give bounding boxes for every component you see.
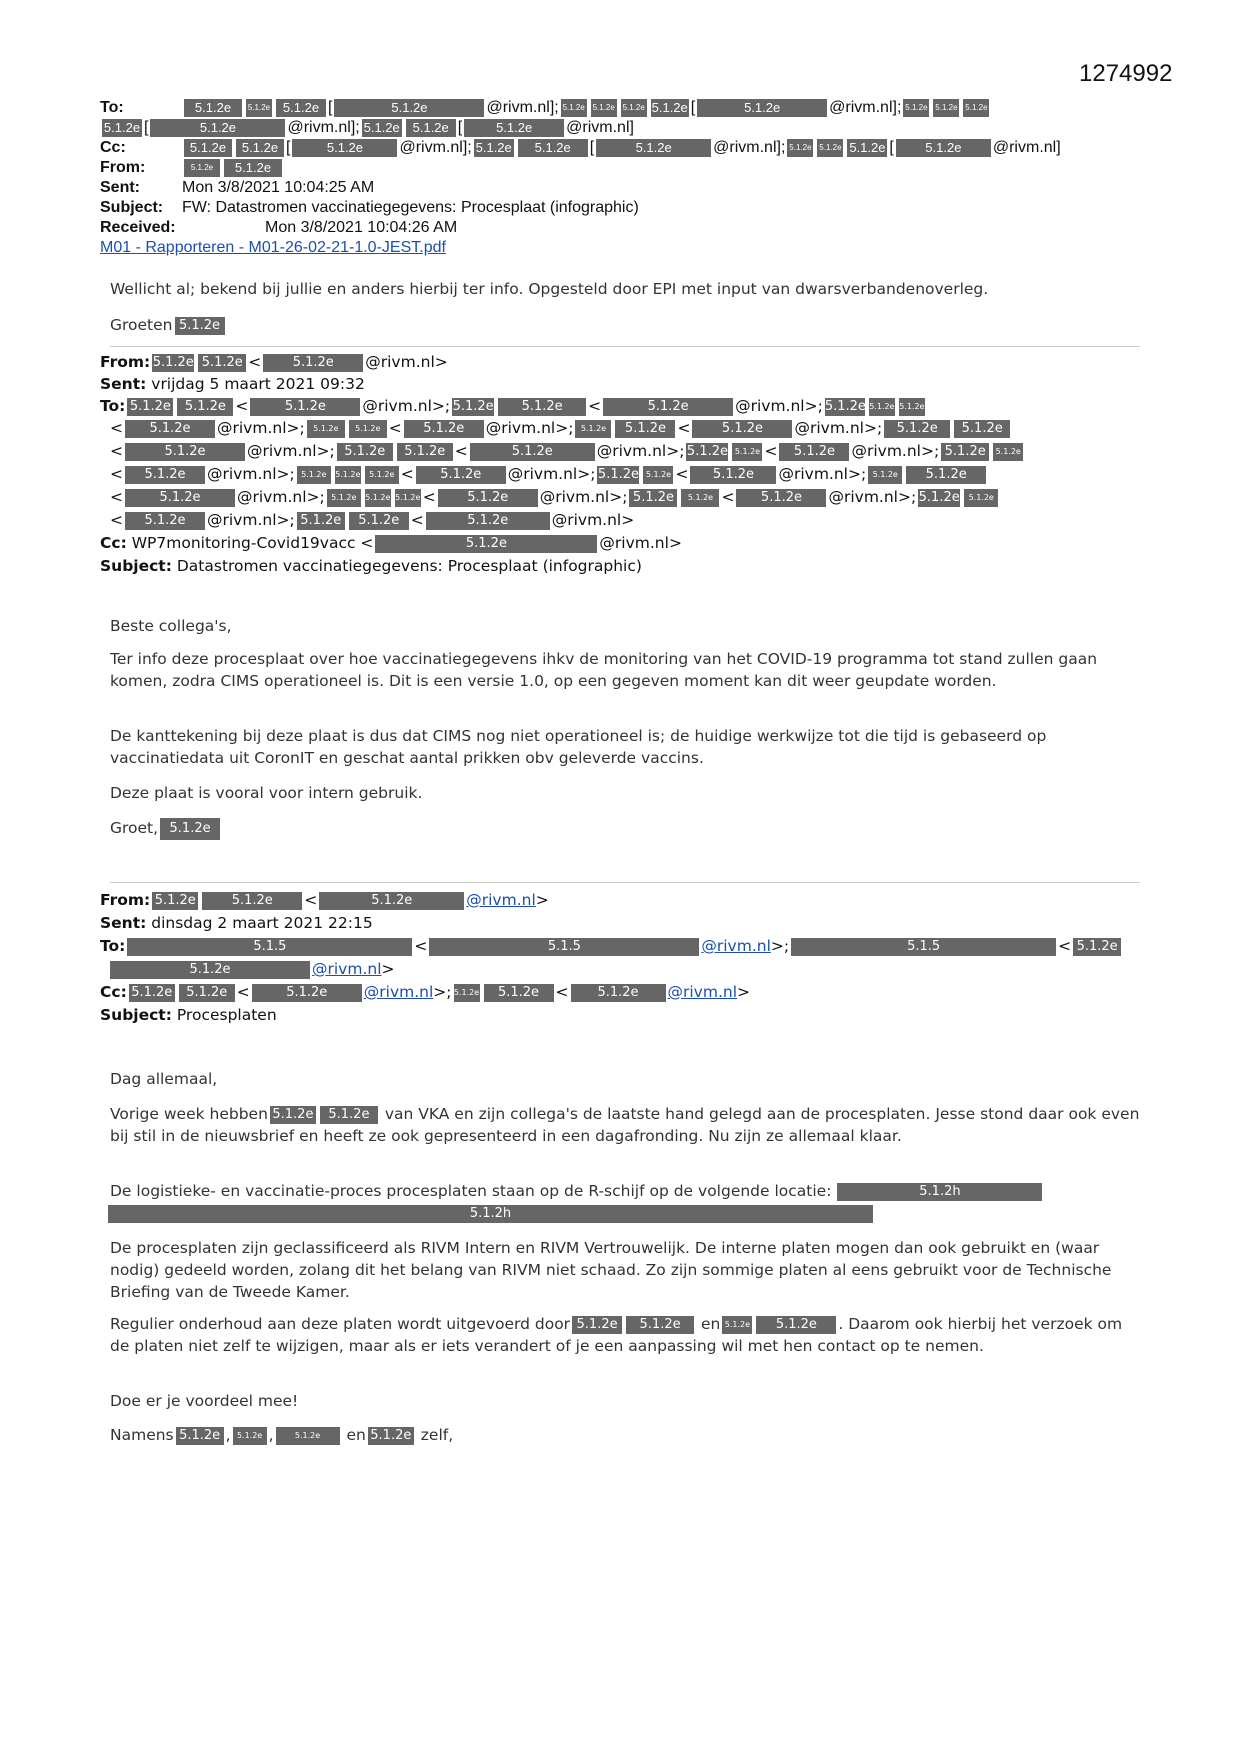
cc-text: WP7monitoring-Covid19vacc < — [131, 534, 374, 552]
redaction: 5.1.2e — [334, 99, 484, 117]
fw2-from-line: From: 5.1.2e 5.1.2e < 5.1.2e @rivm.nl> — [100, 891, 549, 909]
redaction: 5.1.2e — [643, 466, 673, 484]
subject-value: FW: Datastromen vaccinatiegegevens: Procesplaat (infographic) — [182, 199, 639, 216]
redaction: 5.1.2e — [575, 420, 611, 438]
to-label: To: — [100, 937, 126, 955]
redaction: 5.1.2e — [125, 512, 205, 530]
email-domain: @rivm.nl — [485, 419, 556, 437]
outer-subject-line — [100, 198, 639, 218]
redaction: 5.1.2e — [263, 354, 363, 372]
redaction: 5.1.2e — [177, 398, 233, 416]
redaction: 5.1.2e — [690, 466, 776, 484]
redaction: 5.1.2e — [337, 443, 393, 461]
from-label: From: — [100, 159, 146, 176]
redaction: 5.1.2e — [824, 398, 866, 414]
fw2-subject-line — [100, 1005, 277, 1025]
redaction: 5.1.2e — [722, 1316, 752, 1334]
fw2-p5: Doe er je voordeel mee! — [110, 1392, 299, 1410]
redaction: 5.1.2e — [416, 466, 506, 484]
redaction: 5.1.2e — [297, 512, 345, 530]
redaction: 5.1.2e — [276, 1427, 340, 1445]
redaction: 5.1.2e — [176, 1427, 224, 1445]
redaction: 5.1.2e — [849, 139, 886, 155]
text: en — [701, 1315, 721, 1333]
redaction: 5.1.2e — [884, 420, 950, 438]
text: stond daar ook even bij stil in de nieuwsbrief en heeft ze ook gepresenteerd in een dagafronding. Nu zijn ze allemaal klaar. — [110, 1105, 1140, 1145]
text: De logistieke- en vaccinatie-proces procesplaten staan op de R-schijf op de volgende locatie: — [110, 1182, 832, 1200]
redaction: 5.1.2e — [615, 420, 675, 438]
redaction: 5.1.2e — [591, 99, 617, 117]
fw1-salutation: Beste collega's, — [110, 617, 232, 635]
redaction: 5.1.2e — [452, 398, 494, 414]
redaction: 5.1.2e — [406, 119, 456, 137]
subject-label: Subject: — [100, 1006, 172, 1024]
sent-label: Sent: — [100, 179, 140, 196]
outer-body-p1: Wellicht al; bekend bij jullie en anders hierbij ter info. Opgesteld door EPI met input van dwarsverbandenoverleg. — [110, 280, 989, 298]
redaction: 5.1.2e — [933, 99, 959, 117]
sent-value: Mon 3/8/2021 10:04:25 AM — [182, 179, 375, 196]
text: . Daarom ook hierbij het — [838, 1315, 1027, 1333]
redaction: 5.1.2e — [484, 984, 554, 1002]
email-domain: @rivm.nl — [486, 99, 550, 116]
email-domain: @rivm.nl — [794, 419, 864, 437]
redaction: 5.1.2e — [596, 139, 711, 157]
redaction: 5.1.2e — [817, 139, 843, 157]
redaction: 5.1.2e — [292, 139, 397, 157]
fw1-from-line: From: 5.1.2e 5.1.2e < 5.1.2e @rivm.nl> — [100, 353, 448, 371]
subject-label: Subject: — [100, 557, 172, 575]
email-domain: @rivm.nl — [992, 139, 1057, 156]
email-domain: @rivm.nl — [237, 488, 307, 506]
redaction: 5.1.2e — [787, 139, 813, 157]
fw2-to-line-1: To: 5.1.5 < 5.1.5 @rivm.nl>; 5.1.5 < 5.1.2e — [100, 936, 1123, 956]
redaction: 5.1.5 — [791, 938, 1056, 956]
redaction: 5.1.2e — [621, 99, 647, 117]
redaction: 5.1.2e — [319, 892, 464, 910]
redaction: 5.1.2e — [276, 99, 326, 117]
redaction: 5.1.2e — [363, 119, 400, 135]
redaction: 5.1.2e — [175, 317, 225, 335]
cc-label: Cc: — [100, 139, 126, 156]
redaction: 5.1.2e — [426, 512, 550, 530]
redaction: 5.1.2e — [903, 99, 929, 117]
redaction: 5.1.2e — [454, 984, 480, 1002]
redaction: 5.1.2e — [756, 1316, 836, 1334]
fw1-to-line-1: To: 5.1.2e 5.1.2e < 5.1.2e @rivm.nl>; 5.1.2e 5.1.2e < 5.1.2e @rivm.nl>; 5.1.2e 5.1.2e 5.1.2e — [100, 397, 925, 415]
redaction: 5.1.2e — [692, 420, 792, 438]
redaction: 5.1.2e — [518, 139, 588, 157]
email-domain: @rivm.nl — [507, 465, 578, 483]
fw1-p3: Deze plaat is vooral voor intern gebruik. — [110, 784, 423, 802]
fw1-to-line-4: < 5.1.2e @rivm.nl>; 5.1.2e 5.1.2e 5.1.2e < 5.1.2e @rivm.nl>; 5.1.2e 5.1.2e < 5.1.2e @rivm.nl>; 5.1.2e 5.1.2e — [110, 464, 988, 484]
subject-value: Datastromen vaccinatiegegevens: Procesplaat (infographic) — [176, 557, 642, 575]
redaction: 5.1.2e — [184, 159, 220, 177]
redaction: 5.1.2e — [779, 443, 849, 461]
email-domain: @rivm.nl — [539, 488, 610, 506]
redaction: 5.1.5 — [429, 938, 699, 956]
email-domain[interactable]: @rivm.nl — [363, 983, 434, 1001]
redaction: 5.1.2e — [236, 139, 284, 157]
redaction: 5.1.2e — [179, 984, 235, 1002]
text: zelf, — [420, 1426, 454, 1444]
subject-label: Subject: — [100, 199, 164, 216]
outer-to-line: To: 5.1.2e 5.1.2e 5.1.2e [ 5.1.2e @rivm.nl]; 5.1.2e 5.1.2e 5.1.2e 5.1.2e [ 5.1.2e @rivm.nl]; 5.1.2e 5.1.2e 5.1.2e — [100, 99, 988, 116]
redaction: 5.1.2e — [906, 466, 986, 484]
redaction: 5.1.2e — [327, 489, 361, 507]
redaction: 5.1.2e — [697, 99, 827, 117]
redaction: 5.1.2e — [732, 443, 762, 461]
separator — [110, 346, 1140, 347]
redaction: 5.1.2e — [129, 984, 175, 1002]
email-domain: @rivm.nl — [551, 511, 622, 529]
to-label: To: — [100, 397, 126, 415]
redaction: 5.1.2e — [1073, 938, 1121, 956]
redaction: 5.1.2e — [736, 489, 826, 507]
greeting-text: Groet, — [110, 819, 159, 837]
redaction: 5.1.2h — [837, 1183, 1042, 1201]
redaction: 5.1.2e — [963, 99, 989, 117]
redaction: 5.1.2e — [368, 1427, 414, 1445]
redaction: 5.1.2e — [470, 443, 595, 461]
fw1-greeting — [110, 817, 1140, 840]
redaction: 5.1.2e — [681, 489, 719, 507]
redaction: 5.1.2e — [349, 512, 409, 530]
from-label: From: — [100, 891, 151, 909]
fw1-p2: De kanttekening bij deze plaat is dus dat CIMS nog niet operationeel is; de huidige werkwijze tot die tijd is gebaseerd op vaccinatiedata uit CoronIT en geschat aantal prikken obv geleverde vaccins. — [110, 727, 1047, 767]
redaction: 5.1.2e — [198, 354, 246, 372]
redaction: 5.1.2e — [270, 1106, 316, 1124]
redaction: 5.1.2e — [233, 1427, 267, 1445]
redaction: 5.1.2e — [899, 398, 925, 416]
email-domain: @rivm.nl — [362, 397, 432, 415]
email-domain: @rivm.nl — [247, 442, 317, 460]
email-domain: @rivm.nl — [207, 465, 277, 483]
fw2-to-line-2: 5.1.2e @rivm.nl> — [108, 959, 395, 979]
redaction: 5.1.2e — [160, 818, 220, 840]
from-label: From: — [100, 353, 151, 371]
sent-value: vrijdag 5 maart 2021 09:32 — [151, 375, 365, 393]
email-domain[interactable]: @rivm.nl — [312, 960, 382, 978]
redaction: 5.1.2e — [125, 466, 205, 484]
redaction: 5.1.2e — [651, 99, 688, 115]
redaction: 5.1.2e — [335, 466, 361, 484]
outer-from-line — [100, 158, 284, 178]
sent-label: Sent: — [100, 375, 147, 393]
redaction: 5.1.2e — [572, 1316, 622, 1334]
email-domain: @rivm.nl — [851, 442, 921, 460]
text: verzoek om de platen niet zelf te wijzigen, maar als er iets verandert of je een aanpassing wil met hen contact op te nemen. — [110, 1315, 1123, 1355]
redaction: 5.1.2e — [150, 119, 285, 137]
email-domain: @rivm.nl — [829, 99, 893, 116]
email-domain: @rivm.nl — [735, 397, 805, 415]
email-domain: @rivm.nl — [207, 511, 277, 529]
redaction: 5.1.2e — [307, 420, 345, 438]
redaction: 5.1.2e — [252, 984, 362, 1002]
outer-to-line-2: 5.1.2e [ 5.1.2e @rivm.nl]; 5.1.2e 5.1.2e [ 5.1.2e @rivm.nl] — [103, 119, 634, 136]
redaction: 5.1.2e — [125, 489, 235, 507]
text: van VKA en zijn collega's de laatste hand gelegd aan de procesplaten. Jesse — [384, 1105, 976, 1123]
redaction: 5.1.2e — [868, 466, 902, 484]
redaction: 5.1.2e — [250, 398, 360, 416]
redaction: 5.1.2e — [125, 443, 245, 461]
to-label: To: — [100, 99, 124, 116]
fw1-to-line-2: < 5.1.2e @rivm.nl>; 5.1.2e 5.1.2e < 5.1.2e @rivm.nl>; 5.1.2e 5.1.2e < 5.1.2e @rivm.nl>; 5.1.2e 5.1.2e — [110, 418, 1012, 438]
redaction: 5.1.2e — [404, 420, 484, 438]
redaction: 5.1.2e — [110, 961, 310, 979]
redaction: 5.1.2e — [320, 1106, 378, 1124]
outer-sent-line — [100, 178, 374, 198]
redaction: 5.1.2e — [918, 489, 960, 505]
redaction: 5.1.2e — [224, 159, 282, 177]
redaction: 5.1.2e — [375, 535, 597, 553]
email-domain: @rivm.nl — [778, 465, 848, 483]
redaction: 5.1.2e — [993, 443, 1023, 461]
received-label: Received: — [100, 219, 176, 236]
fw2-p1 — [110, 1103, 1140, 1147]
separator — [110, 882, 1140, 883]
fw1-to-line-6: < 5.1.2e @rivm.nl>; 5.1.2e 5.1.2e < 5.1.2e @rivm.nl> — [110, 511, 635, 529]
redaction: 5.1.2e — [395, 489, 421, 507]
redaction: 5.1.2e — [184, 139, 232, 157]
fw1-p1: Ter info deze procesplaat over hoe vaccinatiegegevens ihkv de monitoring van het COVID-19 programma tot stand zullen gaan komen, zodra CIMS operationeel is. Dit is een versie 1.0, op een gegeven moment kan dit weer geupdate worden. — [110, 650, 1098, 690]
redaction: 5.1.5 — [127, 938, 412, 956]
email-domain: @rivm.nl — [287, 119, 351, 136]
text: Regulier onderhoud aan deze platen wordt uitgevoerd door — [110, 1315, 571, 1333]
email-domain[interactable]: @rivm.nl — [701, 937, 771, 955]
email-domain: @rivm.nl — [566, 119, 630, 136]
received-value: Mon 3/8/2021 10:04:26 AM — [265, 219, 458, 236]
fw2-salutation: Dag allemaal, — [110, 1070, 218, 1088]
email-domain: @rivm.nl — [828, 488, 898, 506]
sent-value: dinsdag 2 maart 2021 22:15 — [151, 914, 373, 932]
greeting-text: Groeten — [110, 316, 173, 334]
cc-label: Cc: — [100, 534, 127, 552]
redaction: 5.1.2e — [152, 892, 198, 910]
redaction: 5.1.2e — [103, 119, 141, 135]
fw1-subject-line — [100, 556, 642, 576]
email-domain: @rivm.nl — [365, 353, 435, 371]
redaction: 5.1.2e — [896, 139, 991, 157]
redaction: 5.1.2e — [954, 420, 1010, 438]
redaction: 5.1.2e — [475, 139, 512, 155]
text: Namens — [110, 1426, 174, 1444]
email-domain[interactable]: @rivm.nl — [667, 983, 738, 1001]
outer-cc-line: Cc: 5.1.2e 5.1.2e [ 5.1.2e @rivm.nl]; 5.1.2e 5.1.2e [ 5.1.2e @rivm.nl]; 5.1.2e 5.1.2e 5.1.2e [ 5.1.2e @rivm.nl] — [100, 139, 1061, 156]
redaction: 5.1.2e — [152, 354, 194, 370]
redaction: 5.1.2h — [108, 1205, 873, 1223]
redaction: 5.1.2e — [561, 99, 587, 117]
redaction: 5.1.2e — [964, 489, 998, 507]
redaction: 5.1.2e — [184, 99, 242, 117]
redaction: 5.1.2e — [349, 420, 387, 438]
redaction: 5.1.2e — [603, 398, 733, 416]
fw2-cc-line: Cc: 5.1.2e 5.1.2e < 5.1.2e @rivm.nl>; 5.1.2e 5.1.2e < 5.1.2e @rivm.nl> — [100, 983, 751, 1001]
email-domain: @rivm.nl — [713, 139, 777, 156]
redaction: 5.1.2e — [438, 489, 538, 507]
redaction: 5.1.2e — [597, 466, 639, 482]
redaction: 5.1.2e — [498, 398, 586, 416]
fw2-p4 — [110, 1313, 1140, 1357]
redaction: 5.1.2e — [246, 99, 272, 117]
outer-greeting — [110, 314, 1140, 336]
fw2-sent-line — [100, 913, 373, 933]
redaction: 5.1.2e — [202, 892, 302, 910]
redaction: 5.1.2e — [626, 1316, 694, 1334]
redaction: 5.1.2e — [941, 443, 989, 461]
attachment-link[interactable]: M01 - Rapporteren - M01-26-02-21-1.0-JEST.pdf — [100, 239, 446, 256]
redaction: 5.1.2e — [397, 443, 453, 461]
fw1-to-line-3: < 5.1.2e @rivm.nl>; 5.1.2e 5.1.2e < 5.1.2e @rivm.nl>; 5.1.2e 5.1.2e < 5.1.2e @rivm.nl>; 5.1.2e 5.1.2e — [110, 441, 1025, 461]
cc-label: Cc: — [100, 983, 127, 1001]
subject-value: Procesplaten — [176, 1006, 277, 1024]
fw1-cc-line: Cc: WP7monitoring-Covid19vacc < 5.1.2e @rivm.nl> — [100, 534, 682, 552]
redaction: 5.1.2e — [365, 489, 391, 507]
email-domain[interactable]: @rivm.nl — [466, 891, 536, 909]
fw2-p2 — [110, 1180, 1140, 1224]
redaction: 5.1.2e — [125, 420, 215, 438]
text: Vorige week hebben — [110, 1105, 268, 1123]
fw1-sent-line — [100, 374, 365, 394]
email-domain: @rivm.nl — [599, 534, 669, 552]
fw1-to-line-5: < 5.1.2e @rivm.nl>; 5.1.2e 5.1.2e 5.1.2e < 5.1.2e @rivm.nl>; 5.1.2e 5.1.2e < 5.1.2e @rivm.nl>; 5.1.2e 5.1.2e — [110, 487, 1000, 507]
redaction: 5.1.2e — [686, 443, 728, 459]
redaction: 5.1.2e — [365, 466, 399, 484]
redaction: 5.1.2e — [127, 398, 173, 416]
sent-label: Sent: — [100, 914, 147, 932]
redaction: 5.1.2e — [464, 119, 564, 137]
document-number: 1274992 — [1079, 60, 1173, 87]
email-domain: @rivm.nl — [217, 419, 287, 437]
redaction: 5.1.2e — [297, 466, 331, 484]
redaction: 5.1.2e — [571, 984, 666, 1002]
redaction: 5.1.2e — [629, 489, 677, 507]
email-domain: @rivm.nl — [596, 442, 667, 460]
email-domain: @rivm.nl — [399, 139, 463, 156]
fw2-signoff: Namens 5.1.2e , 5.1.2e , 5.1.2e en 5.1.2e zelf, — [110, 1426, 454, 1444]
outer-received-line — [100, 218, 457, 238]
redaction: 5.1.2e — [869, 398, 895, 416]
text: en — [346, 1426, 366, 1444]
fw2-p3: De procesplaten zijn geclassificeerd als RIVM Intern en RIVM Vertrouwelijk. De interne platen mogen dan ook gebruikt en (waar nodig) gedeeld worden, zolang dit het belang van RIVM niet schaad. Zo zijn sommige platen al eens gebruikt voor de Technische Briefing van de Tweede Kamer. — [110, 1239, 1112, 1301]
